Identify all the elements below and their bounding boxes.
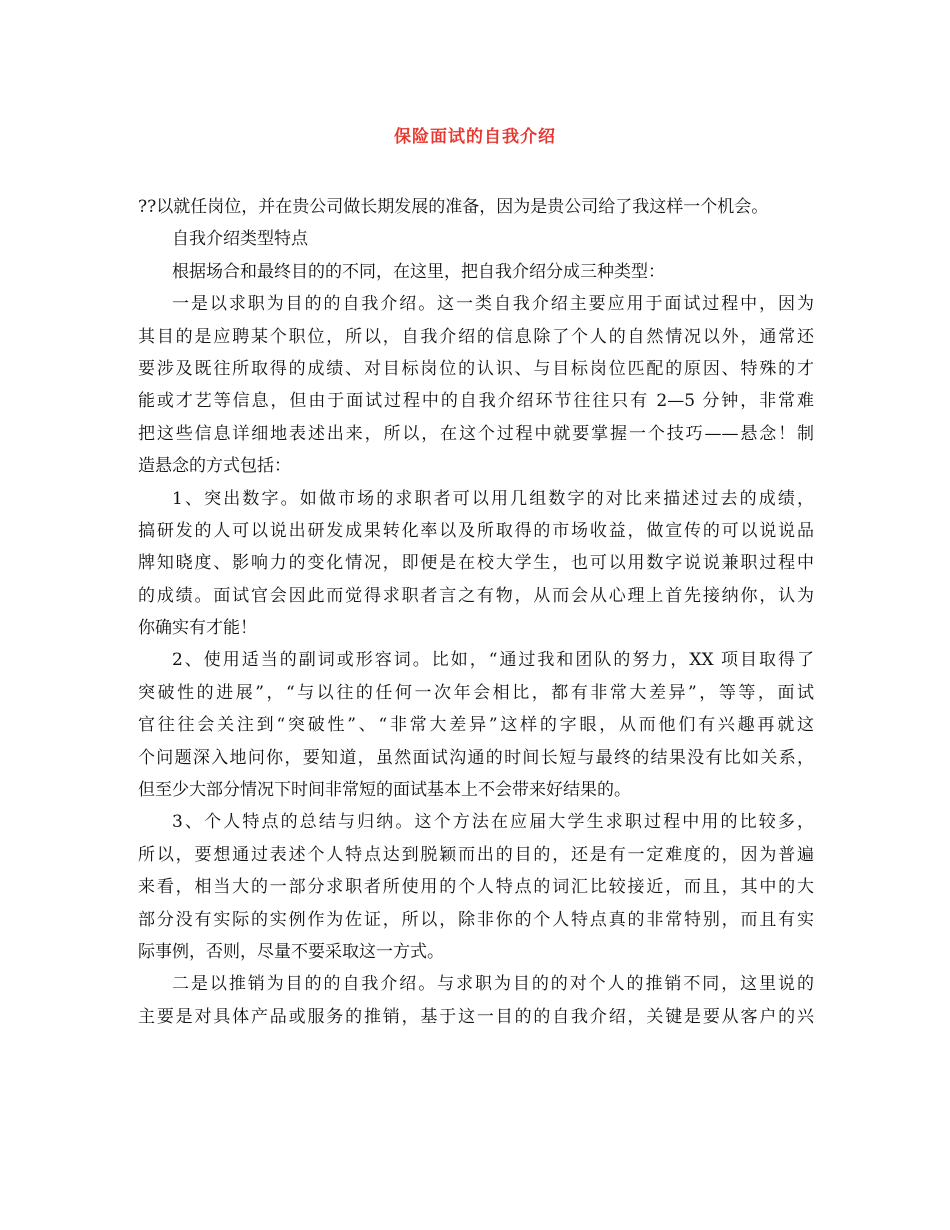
body-line: 1、突出数字。如做市场的求职者可以用几组数字的对比来描述过去的成绩， xyxy=(172,488,814,509)
body-line: 要涉及既往所取得的成绩、对目标岗位的认识、与目标岗位匹配的原因、特殊的才 xyxy=(138,358,814,379)
body-line: 自我介绍类型特点 xyxy=(172,229,308,250)
body-line: 你确实有才能！ xyxy=(138,618,257,639)
body-line: 但至少大部分情况下时间非常短的面试基本上不会带来好结果的。 xyxy=(138,780,631,801)
body-line: 所以，要想通过表述个人特点达到脱颖而出的目的，还是有一定难度的，因为普遍 xyxy=(138,844,814,865)
body-line: 2、使用适当的副词或形容词。比如，“通过我和团队的努力，XX 项目取得了 xyxy=(172,650,814,671)
body-line: 来看，相当大的一部分求职者所使用的个人特点的词汇比较接近，而且，其中的大 xyxy=(138,877,814,898)
document-title: 保险面试的自我介绍 xyxy=(394,127,556,147)
body-line: 根据场合和最终目的的不同，在这里，把自我介绍分成三种类型： xyxy=(172,261,665,282)
body-line: 牌知晓度、影响力的变化情况，即便是在校大学生，也可以用数字说说兼职过程中 xyxy=(138,553,814,574)
body-line: 把这些信息详细地表述出来，所以，在这个过程中就要掌握一个技巧——悬念！制 xyxy=(138,423,814,444)
body-line: 其目的是应聘某个职位，所以，自我介绍的信息除了个人的自然情况以外，通常还 xyxy=(138,326,814,347)
body-line: 突破性的进展”，“与以往的任何一次年会相比，都有非常大差异”，等等，面试 xyxy=(138,682,814,703)
body-line: 一是以求职为目的的自我介绍。这一类自我介绍主要应用于面试过程中，因为 xyxy=(172,294,814,315)
body-line: 主要是对具体产品或服务的推销，基于这一目的的自我介绍，关键是要从客户的兴 xyxy=(138,1006,814,1027)
body-line: 际事例，否则，尽量不要采取这一方式。 xyxy=(138,941,444,962)
body-line: 官往往会关注到“突破性”、“非常大差异”这样的字眼，从而他们有兴趣再就这 xyxy=(138,715,814,736)
body-line: 二是以推销为目的的自我介绍。与求职为目的的对个人的推销不同，这里说的 xyxy=(172,974,814,995)
body-line: 部分没有实际的实例作为佐证，所以，除非你的个人特点真的非常特别，而且有实 xyxy=(138,909,814,930)
body-line: 造悬念的方式包括： xyxy=(138,456,291,477)
body-line: 个问题深入地问你，要知道，虽然面试沟通的时间长短与最终的结果没有比如关系， xyxy=(138,747,814,768)
body-line: 能或才艺等信息，但由于面试过程中的自我介绍环节往往只有 2—5 分钟，非常难 xyxy=(138,391,814,412)
body-line: 的成绩。面试官会因此而觉得求职者言之有物，从而会从心理上首先接纳你，认为 xyxy=(138,585,814,606)
body-line: 3、个人特点的总结与归纳。这个方法在应届大学生求职过程中用的比较多， xyxy=(172,812,814,833)
document-body xyxy=(138,191,814,1033)
body-line: 搞研发的人可以说出研发成果转化率以及所取得的市场收益，做宣传的可以说说品 xyxy=(138,520,814,541)
body-line: ??以就任岗位，并在贵公司做长期发展的准备，因为是贵公司给了我这样一个机会。 xyxy=(138,197,769,217)
